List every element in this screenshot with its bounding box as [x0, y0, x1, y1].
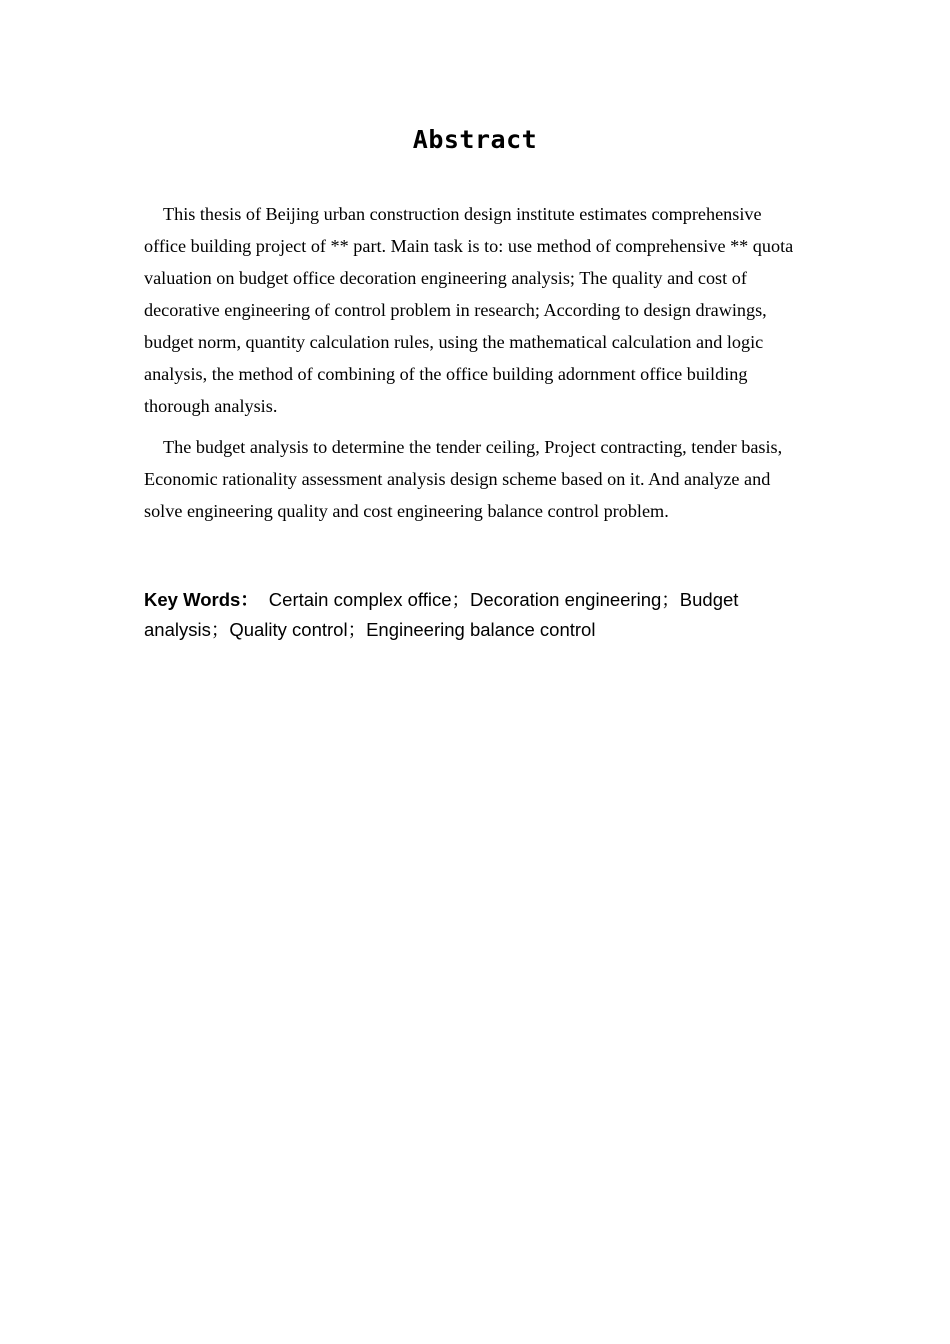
keywords-line — [144, 585, 784, 645]
abstract-title: Abstract — [412, 125, 538, 154]
abstract-paragraph-1: This thesis of Beijing urban construction design institute estimates comprehensive office building project of ** part. Main task is to: use method of comprehensive ** quota valuation on budget office decoration engineering analysis; The quality and cost of decorative engineering of control problem in research; According to design drawings, budget norm, quantity calculation rules, using the mathematical calculation and logic analysis, the method of combining of the office building adornment office building thorough analysis. — [144, 204, 794, 416]
abstract-body — [144, 198, 808, 536]
keywords-label: Key Words： — [144, 589, 259, 610]
abstract-paragraph-2: The budget analysis to determine the tender ceiling, Project contracting, tender basis, Economic rationality assessment analysis design scheme based on it. And analyze and solve engineering quality and cost engineering balance control problem. — [144, 437, 783, 521]
keywords-text: Certain complex office；Decoration engineering；Budget analysis；Quality control；Engineering balance control — [144, 589, 739, 640]
